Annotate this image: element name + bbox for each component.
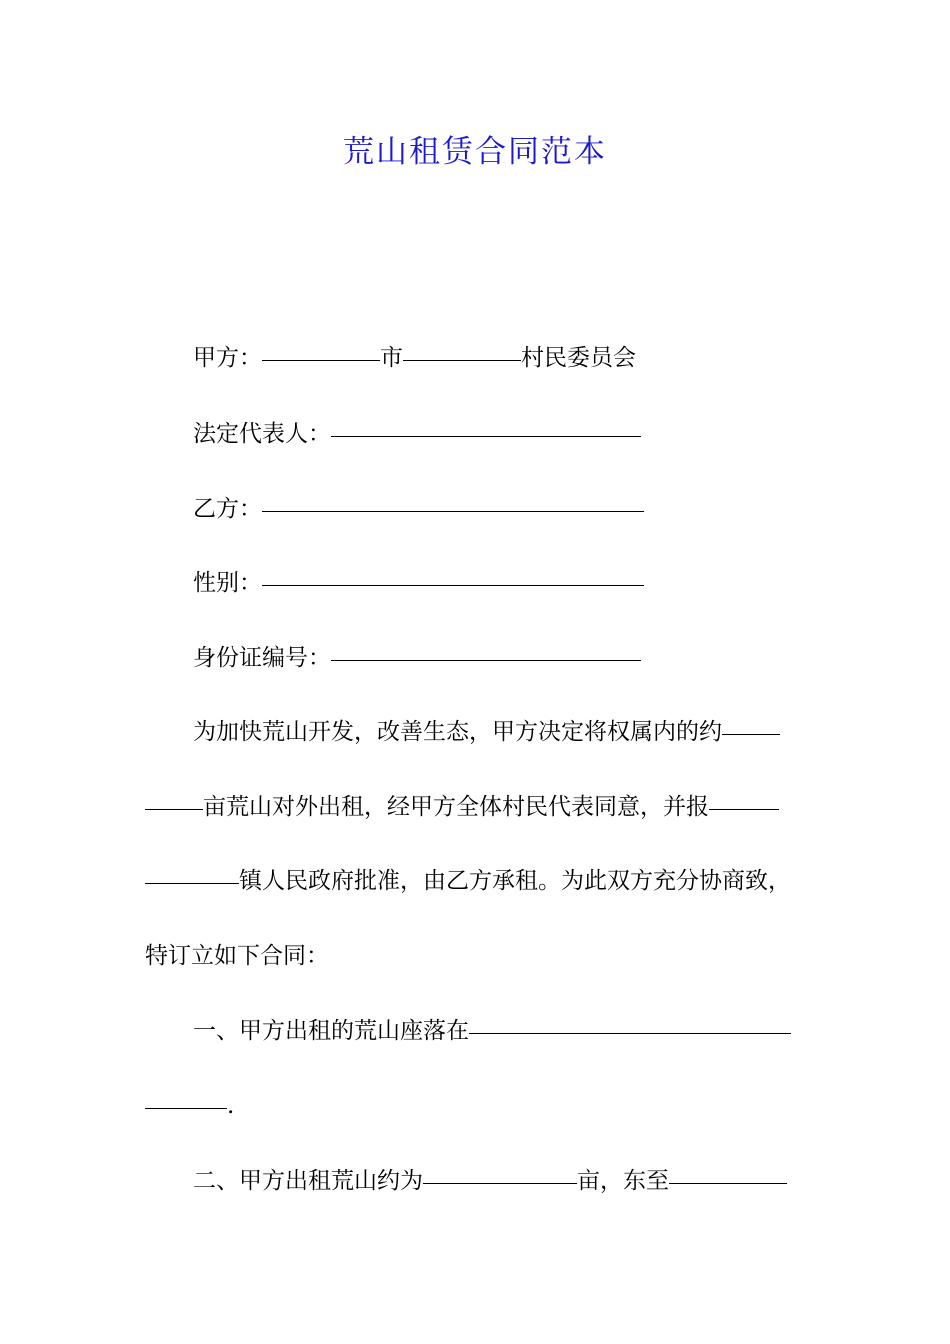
area-blank-a[interactable] [722,733,780,735]
gender-label: 性别： [193,570,262,596]
intro-line-1 [145,712,810,752]
intro-line-4 [145,936,810,976]
party-b-label: 乙方： [193,496,262,522]
clause-1-line [145,1011,810,1051]
intro-text-2: 亩荒山对外出租，经甲方全体村民代表同意，并报 [203,794,709,820]
legal-rep-blank[interactable] [331,435,641,437]
acreage-blank[interactable] [423,1182,577,1184]
clause-1-text: 一、甲方出租的荒山座落在 [193,1018,469,1044]
city-blank[interactable] [262,359,380,361]
intro-text-3: 镇人民政府批准，由乙方承租。为此双方充分协商致， [239,868,791,894]
party-a-label: 甲方： [193,345,262,371]
city-suffix: 市 [380,345,403,371]
id-label: 身份证编号： [193,645,331,671]
id-line [145,638,810,678]
town-blank-b[interactable] [145,882,239,884]
intro-line-2 [145,787,810,827]
location-blank-b[interactable] [145,1107,227,1109]
party-a-line [145,338,810,378]
gender-line [145,563,810,603]
gender-blank[interactable] [262,584,644,586]
document-title: 荒山租赁合同范本 [343,134,607,170]
id-blank[interactable] [331,659,641,661]
village-suffix: 村民委员会 [521,345,636,371]
party-b-blank[interactable] [262,510,644,512]
party-b-line [145,489,810,529]
clause-2-unit: 亩，东至 [577,1168,669,1194]
intro-text-1: 为加快荒山开发，改善生态，甲方决定将权属内的约 [193,719,722,745]
intro-line-3 [145,861,810,901]
intro-text-4: 特订立如下合同： [145,943,329,969]
area-blank-b[interactable] [145,808,203,810]
town-blank-a[interactable] [709,808,779,810]
legal-rep-label: 法定代表人： [193,421,331,447]
location-blank-a[interactable] [469,1032,791,1034]
clause-1-end: . [227,1093,235,1119]
clause-1-line-2 [145,1086,810,1126]
village-blank[interactable] [403,359,521,361]
legal-rep-line [145,414,810,454]
clause-2-line [145,1161,810,1201]
clause-2-text: 二、甲方出租荒山约为 [193,1168,423,1194]
east-boundary-blank[interactable] [669,1182,787,1184]
